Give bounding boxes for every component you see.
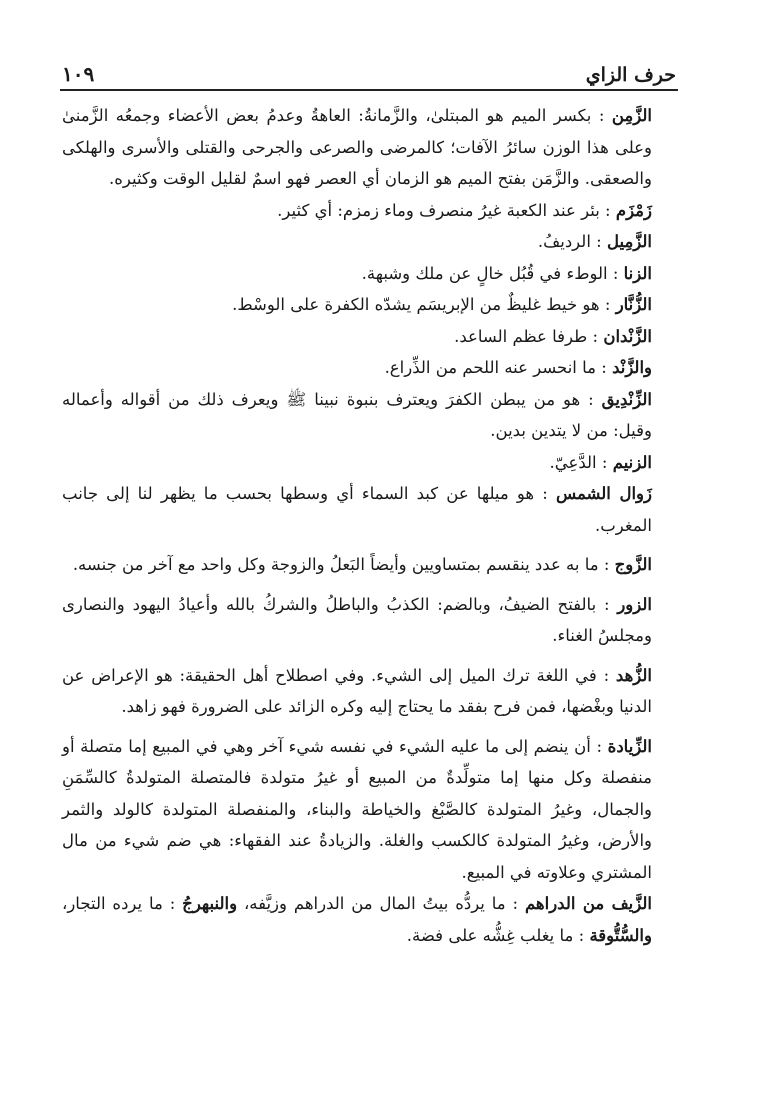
entry-zandan xyxy=(62,321,674,353)
entry-term: الزَّمِن xyxy=(611,106,652,125)
entry-separator: : xyxy=(591,106,612,125)
entry-definition: ما يردُّه بيتُ المال من الدراهم وزيَّفه، xyxy=(237,894,506,913)
entry-zina xyxy=(62,258,674,290)
page-header xyxy=(62,56,676,86)
entry-definition: هو من يبطن الكفرَ ويعترف بنبوة نبينا ﷺ ويعرف ذلك من أقواله وأعماله وقيل: من لا يتدين بدين. xyxy=(62,389,652,440)
entry-separator: : xyxy=(590,232,607,251)
entry-definition: في اللغة ترك الميل إلى الشيء. وفي اصطلاح أهل الحقيقة: هو الإعراض عن الدنيا وبغْضها، فمن فرح بفقد ما يحتاج إليه وكره الزائد على الضرورة فهو زاهد. xyxy=(62,665,652,716)
entry-term: الزَّيف من الدراهم xyxy=(524,894,652,913)
entry-zunnar xyxy=(62,289,674,321)
entry-separator: : xyxy=(599,295,616,314)
entry-separator: : xyxy=(590,736,608,756)
entry-term: الزُّنَّار xyxy=(615,295,652,314)
entry-definition: ما به عدد ينقسم بمتساويين وأيضاً البَعلُ والزوجة وكل واحد مع آخر من جنسه. xyxy=(72,555,599,574)
entry-definition: بالفتح الضيفُ، وبالضم: الكذبُ والباطلُ والشركُ بالله وأعيادُ اليهود والنصارى ومجلسُ الغناء. xyxy=(62,594,652,645)
entry-definition: هو خيط غليظٌ من الإبريسَم يشدّه الكفرة على الوسْط. xyxy=(232,295,600,314)
entry-separator: : xyxy=(587,326,604,346)
entry-definition: ما انحسر عنه اللحم من الذِّراع. xyxy=(384,358,596,377)
entry-separator: : xyxy=(596,594,618,614)
entry-subterm: والنبهرجُ xyxy=(182,894,238,913)
entry-zuhd xyxy=(62,660,674,723)
entry-definition: بكسر الميم هو المبتلىٰ، والزَّمانةُ: العاهةُ وعدمُ بعض الأعضاء وجمعُه الزَّمنىٰ وعلى هذا الوزن سائرُ الآفات؛ كالمرضى والصرعى والجرحى والقتلى والأسرى والهلكى والصعقى. والزَّمَن بفتح الميم هو الزمان أي العصر فهو اسمٌ لقليل الوقت وكثيره. xyxy=(62,106,652,188)
entry-term: زَوال الشمس xyxy=(555,484,652,503)
entry-definition: أن ينضم إلى ما عليه الشيء في نفسه شيء آخر وهي في المبيع إما متصلة أو منفصلة وكل منها إما متولِّدةٌ من المبيع أو غيرُ متولدة فالمتصلة المتولدةُ كالسِّمَنِ والجمال، وغيرُ المتولدة كالصَّبْغ والخياطة والبناء، والمنفصلة المتولدة كالولد والثمر والأرض، وغيرُ المتولدة كالكسب والغلة. والزيادةُ عند الفقهاء: هي ضم شيء من مال المشتري وعلاوته في المبيع. xyxy=(62,736,652,882)
entry-term: زَمْزَم xyxy=(615,200,652,220)
entry-separator: : xyxy=(596,358,613,377)
entry-definition: ما يرده التجار، xyxy=(62,894,163,913)
page-number: ١٠٩ xyxy=(62,62,95,86)
entry-definition: الوطء في قُبُل خالٍ عن ملك وشبهة. xyxy=(361,263,608,283)
entry-definition: الدَّعِيّ. xyxy=(549,452,597,472)
entry-separator: : xyxy=(580,389,602,409)
entry-definition: ما يغلب غِشُّه على فضة. xyxy=(406,925,574,945)
entry-zand xyxy=(62,352,674,384)
running-title: حرف الزاي xyxy=(585,64,676,86)
entry-zanim xyxy=(62,447,674,479)
entry-separator: : xyxy=(534,484,556,503)
entry-separator: : xyxy=(596,452,613,472)
entry-subterm: والسُّتُّوقة xyxy=(589,925,652,945)
entry-term: الزُّهد xyxy=(615,665,652,685)
entry-term: والزَّنْد xyxy=(612,358,652,377)
header-rule xyxy=(60,89,678,91)
entry-separator: : xyxy=(598,555,615,574)
entry-definition: هو ميلها عن كبد السماء أي وسطها بحسب ما يظهر لنا إلى جانب المغرب. xyxy=(62,484,652,535)
entry-term: الزنيم xyxy=(612,452,652,472)
entry-term: الزَّوج xyxy=(614,555,652,574)
entry-term: الزَّنْدان xyxy=(603,326,652,346)
entry-zur xyxy=(62,589,674,652)
entry-term: الزِّيادة xyxy=(607,736,652,756)
entry-zawal-alshams xyxy=(62,478,674,541)
entry-definition: طرفا عظم الساعد. xyxy=(454,326,588,346)
entry-term: الزَّمِيل xyxy=(606,232,652,251)
entry-term: الزور xyxy=(617,594,652,614)
dictionary-entries xyxy=(62,100,674,951)
entry-term: الزنا xyxy=(623,263,652,283)
entry-zamil xyxy=(62,226,674,258)
entry-definition: الرديفُ. xyxy=(537,232,591,251)
entry-definition: بئر عند الكعبة غيرُ منصرف وماء زمزم: أي كثير. xyxy=(277,200,600,220)
entry-separator: : xyxy=(596,665,616,685)
entry-zawj xyxy=(62,549,674,581)
entry-separator: : xyxy=(505,894,525,913)
entry-separator: : xyxy=(573,925,590,945)
entry-zayf xyxy=(62,888,674,951)
entry-zindiq xyxy=(62,384,674,447)
entry-zamin xyxy=(62,100,674,195)
entry-ziyada xyxy=(62,731,674,889)
entry-separator: : xyxy=(599,200,616,220)
entry-separator: : xyxy=(162,894,183,913)
entry-zamzam xyxy=(62,195,674,227)
entry-term: الزِّنْدِيق xyxy=(601,389,652,409)
entry-separator: : xyxy=(607,263,624,283)
